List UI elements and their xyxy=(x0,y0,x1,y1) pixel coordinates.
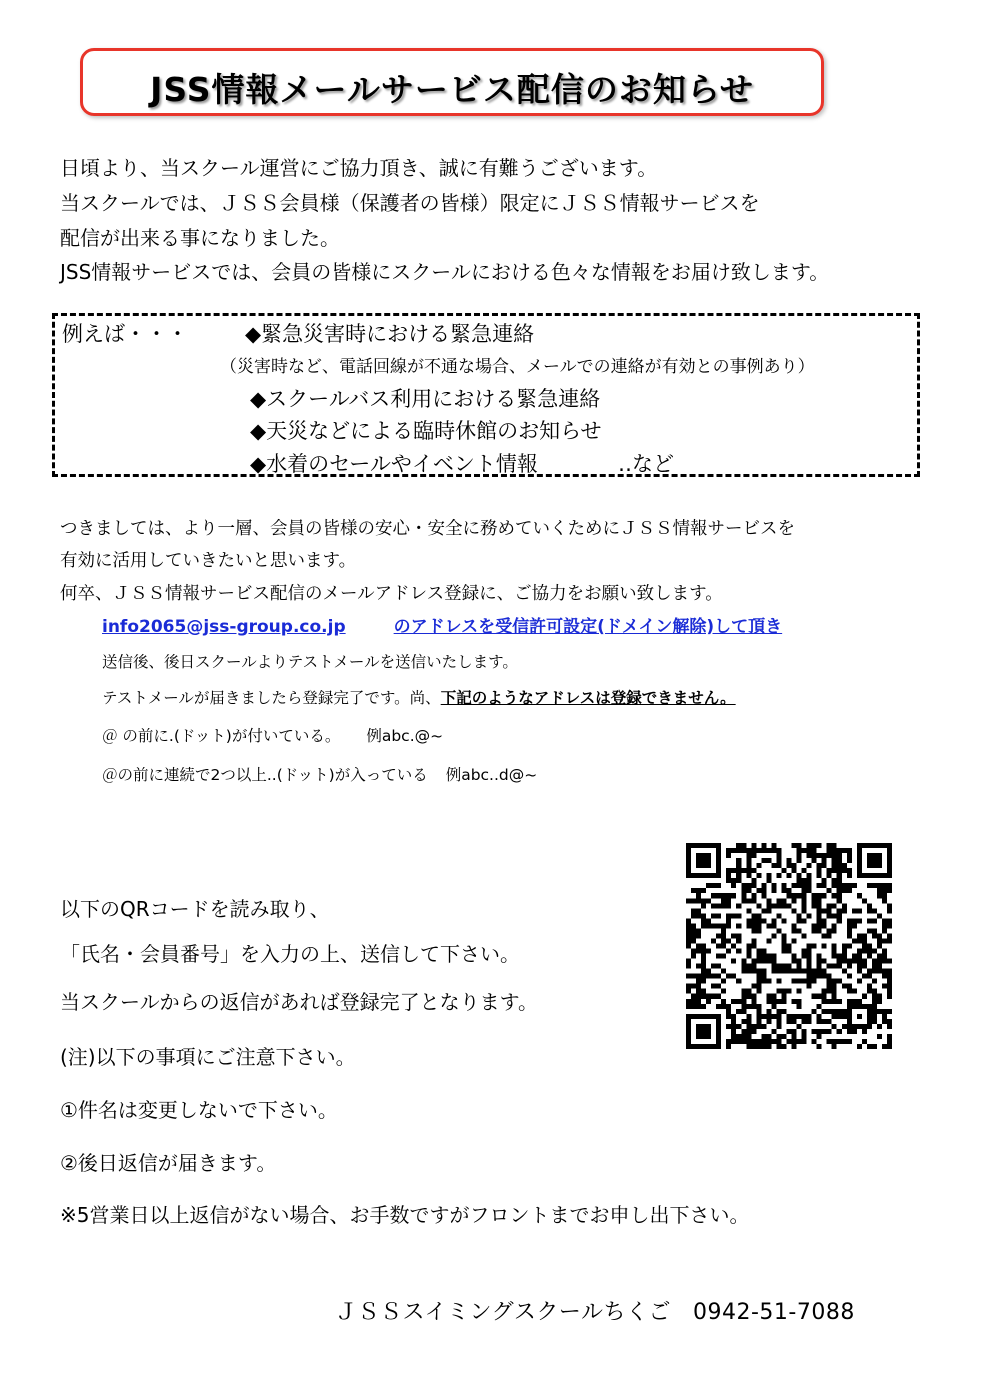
note-line-3 xyxy=(102,724,443,746)
example-note: （災害時など、電話回線が不通な場合、メールでの連絡が有効との事例あり） xyxy=(220,357,815,377)
example-item-bus: ◆スクールバス利用における緊急連絡 xyxy=(250,387,601,411)
qr-code-icon[interactable] xyxy=(686,843,892,1049)
note-line-4-example: 例abc..d@~ xyxy=(445,766,538,784)
qr-line-2: 「氏名・会員番号」を入力の上、送信して下さい。 xyxy=(60,942,520,966)
note-line-1: 送信後、後日スクールよりテストメールを送信いたします。 xyxy=(102,653,518,671)
title-box xyxy=(80,48,824,116)
note-line-3-text: ＠ の前に.(ドット)が付いている。 xyxy=(102,727,341,745)
example-item-emergency: ◆緊急災害時における緊急連絡 xyxy=(245,322,535,346)
note-line-2 xyxy=(102,686,736,708)
body-line-2: 有効に活用していきたいと思います。 xyxy=(60,551,357,571)
note-warning: 下記のようなアドレスは登録できません。 xyxy=(440,689,736,707)
note-line-3-example: 例abc.@~ xyxy=(366,727,444,745)
intro-line-2: 当スクールでは、ＪＳＳ会員様（保護者の皆様）限定にＪＳＳ情報サービスを xyxy=(60,191,760,215)
qr-line-1: 以下のQRコードを読み取り、 xyxy=(60,897,330,921)
qr-line-3: 当スクールからの返信があれば登録完了となります。 xyxy=(60,990,538,1014)
intro-line-3: 配信が出来る事になりました。 xyxy=(60,226,340,250)
example-etc: ‥など xyxy=(618,452,675,476)
qr-line-5: ①件名は変更しないで下さい。 xyxy=(60,1098,338,1122)
example-item-sale: ◆水着のセールやイベント情報 xyxy=(250,452,538,476)
email-link[interactable] xyxy=(102,612,782,637)
example-item-closure: ◆天災などによる臨時休館のお知らせ xyxy=(250,419,602,443)
intro-line-4: JSS情報サービスでは、会員の皆様にスクールにおける色々な情報をお届け致します。 xyxy=(60,260,830,284)
intro-line-1: 日頃より、当スクール運営にご協力頂き、誠に有難うございます。 xyxy=(60,156,658,180)
email-address[interactable]: info2065@jss-group.co.jp xyxy=(102,617,346,637)
examples-lead: 例えば・・・ xyxy=(62,322,188,346)
qr-line-6: ②後日返信が届きます。 xyxy=(60,1151,277,1175)
note-line-4 xyxy=(102,763,537,785)
note-line-2-text: テストメールが届きましたら登録完了です。尚、 xyxy=(102,689,441,707)
phone-number: 0942-51-7088 xyxy=(692,1300,855,1325)
body-line-3: 何卒、ＪＳＳ情報サービス配信のメールアドレス登録に、ご協力をお願い致します。 xyxy=(60,584,723,604)
note-line-4-text: ＠の前に連続で2つ以上..(ドット)が入っている xyxy=(102,766,428,784)
school-name: ＪＳＳスイミングスクールちくご xyxy=(335,1300,671,1325)
email-instruction: のアドレスを受信許可設定(ドメイン解除)して頂き xyxy=(393,617,783,637)
qr-line-4: (注)以下の事項にご注意下さい。 xyxy=(60,1045,356,1069)
page-title: JSS情報メールサービス配信のお知らせ xyxy=(150,70,754,109)
footer-contact xyxy=(335,1295,855,1326)
qr-line-7: ※5営業日以上返信がない場合、お手数ですがフロントまでお申し出下さい。 xyxy=(60,1203,750,1227)
body-line-1: つきましては、より一層、会員の皆様の安心・安全に務めていくためにＪＳＳ情報サービスを xyxy=(60,519,795,539)
